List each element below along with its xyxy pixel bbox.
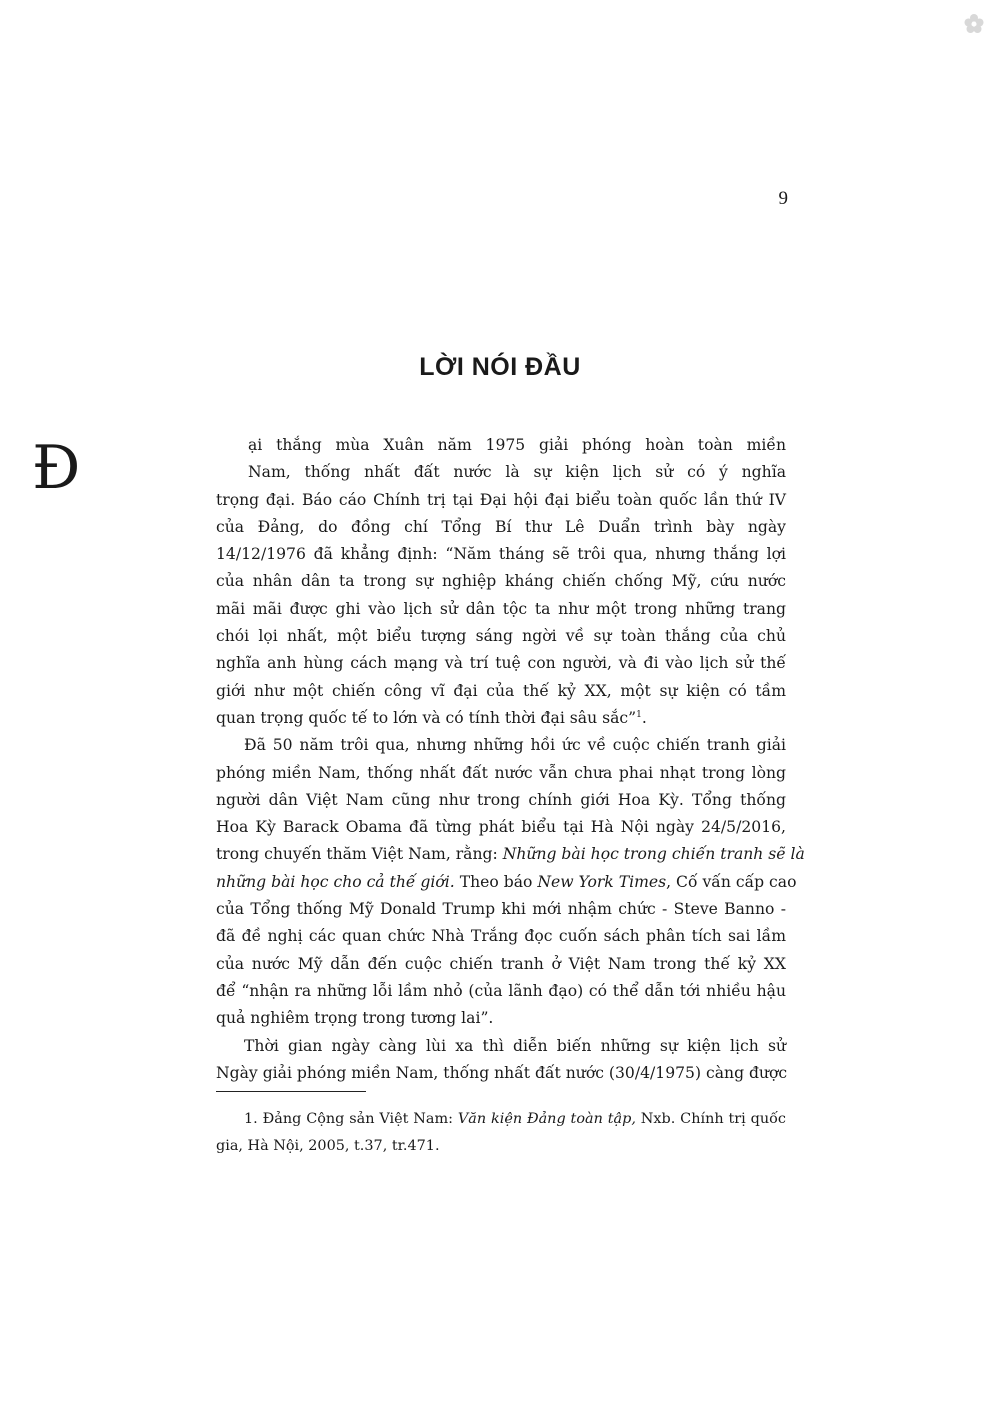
paragraph-line: của nước Mỹ dẫn đến cuộc chiến tranh ở Việt Nam trong thế kỷ XX	[216, 954, 786, 973]
text-segment: trong chuyến thăm Việt Nam, rằng:	[216, 845, 503, 864]
paragraph-line: Hoa Kỳ Barack Obama đã từng phát biểu tại Hà Nội ngày 24/5/2016,	[216, 818, 786, 837]
footnote-reference[interactable]: 1	[636, 709, 642, 720]
paragraph-line: giới như một chiến công vĩ đại của thế kỷ XX, một sự kiện có tầm	[216, 681, 786, 700]
paragraph-line	[216, 841, 805, 868]
footnote-author: 1. Đảng Cộng sản Việt Nam:	[244, 1111, 458, 1127]
flower-ornament-icon	[962, 12, 986, 36]
footnote-line: gia, Hà Nội, 2005, t.37, tr.471.	[216, 1138, 440, 1155]
newspaper-name: New York Times	[537, 872, 667, 891]
period: .	[641, 708, 647, 727]
paragraph-line: quả nghiêm trọng trong tương lai”.	[216, 1009, 494, 1028]
paragraph-line: mãi mãi được ghi vào lịch sử dân tộc ta như một trong những trang	[216, 599, 786, 618]
footnote-publisher: Nxb. Chính trị quốc	[635, 1111, 786, 1127]
quote-end-text: quan trọng quốc tế to lớn và có tính thời đại sâu sắc”	[216, 708, 637, 727]
paragraph-line: phóng miền Nam, thống nhất đất nước vẫn chưa phai nhạt trong lòng	[216, 763, 786, 782]
paragraph-line: đã đề nghị các quan chức Nhà Trắng đọc cuốn sách phân tích sai lầm	[216, 927, 786, 946]
page-number: 9	[778, 188, 788, 209]
text-segment: , Cố vấn cấp cao	[666, 872, 797, 891]
paragraph-line: chói lọi nhất, một biểu tượng sáng ngời về sự toàn thắng của chủ	[216, 627, 786, 646]
paragraph-line: để “nhận ra những lỗi lầm nhỏ (của lãnh đạo) có thể dẫn tới nhiều hậu	[216, 981, 786, 1000]
footnote-divider	[216, 1091, 366, 1092]
page-title: LỜI NÓI ĐẦU	[419, 353, 581, 381]
paragraph-line: của Đảng, do đồng chí Tổng Bí thư Lê Duẩn trình bày ngày	[216, 517, 786, 536]
paragraph-line: Đã 50 năm trôi qua, nhưng những hồi ức về cuộc chiến tranh giải	[244, 736, 786, 755]
footnote-line	[216, 1106, 786, 1133]
paragraph-line	[216, 705, 786, 732]
paragraph-line: Nam, thống nhất đất nước là sự kiện lịch sử có ý nghĩa	[248, 463, 786, 482]
paragraph-line: trọng đại. Báo cáo Chính trị tại Đại hội đại biểu toàn quốc lần thứ IV	[216, 490, 786, 509]
paragraph-line: nghĩa anh hùng cách mạng và trí tuệ con người, và đi vào lịch sử thế	[216, 654, 786, 673]
italic-quote: những bài học cho cả thế giới.	[216, 872, 455, 891]
paragraph-line: người dân Việt Nam cũng như trong chính giới Hoa Kỳ. Tổng thống	[216, 790, 786, 809]
italic-quote: Những bài học trong chiến tranh sẽ là	[502, 845, 805, 864]
paragraph-line: Thời gian ngày càng lùi xa thì diễn biến những sự kiện lịch sử	[244, 1036, 786, 1055]
paragraph-line: ại thắng mùa Xuân năm 1975 giải phóng hoàn toàn miền	[248, 436, 786, 454]
main-text	[216, 432, 805, 1087]
paragraph-line: 14/12/1976 đã khẳng định: “Năm tháng sẽ trôi qua, nhưng thắng lợi	[216, 545, 786, 564]
text-segment: Theo báo	[454, 872, 538, 891]
paragraph-line: của Tổng thống Mỹ Donald Trump khi mới nhậm chức - Steve Banno -	[216, 900, 786, 919]
paragraph-line	[216, 869, 797, 896]
footnote-book-title: Văn kiện Đảng toàn tập,	[457, 1111, 636, 1127]
footnote-section	[216, 1106, 786, 1161]
paragraph-line: của nhân dân ta trong sự nghiệp kháng chiến chống Mỹ, cứu nước	[216, 572, 786, 591]
paragraph-line: Ngày giải phóng miền Nam, thống nhất đất nước (30/4/1975) càng được	[216, 1063, 788, 1082]
drop-cap: Đ	[32, 433, 81, 503]
